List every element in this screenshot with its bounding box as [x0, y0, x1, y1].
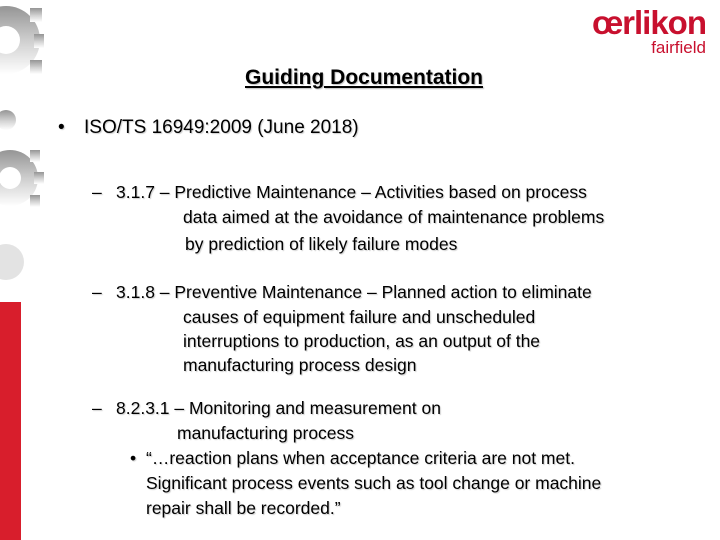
item-line: causes of equipment failure and unscheduled	[183, 307, 536, 327]
item-line: by prediction of likely failure modes	[185, 234, 458, 254]
item-line: interruptions to production, as an output of the	[183, 331, 541, 351]
item-line: data aimed at the avoidance of maintenance problems	[183, 207, 605, 227]
logo-sub-text: fairfield	[651, 38, 706, 57]
subbullet-marker: •	[130, 448, 137, 468]
red-accent-bar	[0, 302, 21, 540]
subbullet-line: Significant process events such as tool change or machine	[146, 473, 602, 493]
dash-marker: –	[92, 182, 102, 202]
item-line: manufacturing process design	[183, 355, 417, 375]
bullet-text: ISO/TS 16949:2009 (June 2018)	[84, 117, 359, 138]
company-logo	[592, 6, 706, 56]
item-line: manufacturing process	[177, 423, 355, 443]
subbullet-line: repair shall be recorded.”	[146, 498, 341, 518]
item-line: 3.1.8 – Preventive Maintenance – Planned action to eliminate	[116, 282, 592, 302]
item-line: 8.2.3.1 – Monitoring and measurement on	[116, 398, 441, 418]
subbullet-line: “…reaction plans when acceptance criteria are not met.	[146, 448, 575, 468]
item-line: 3.1.7 – Predictive Maintenance – Activities based on process	[116, 182, 587, 202]
dash-marker: –	[92, 398, 102, 418]
bullet-marker: •	[58, 117, 65, 138]
slide-title: Guiding Documentation	[245, 66, 483, 89]
dash-marker: –	[92, 282, 102, 302]
logo-main-text: œrlikon	[592, 4, 706, 41]
